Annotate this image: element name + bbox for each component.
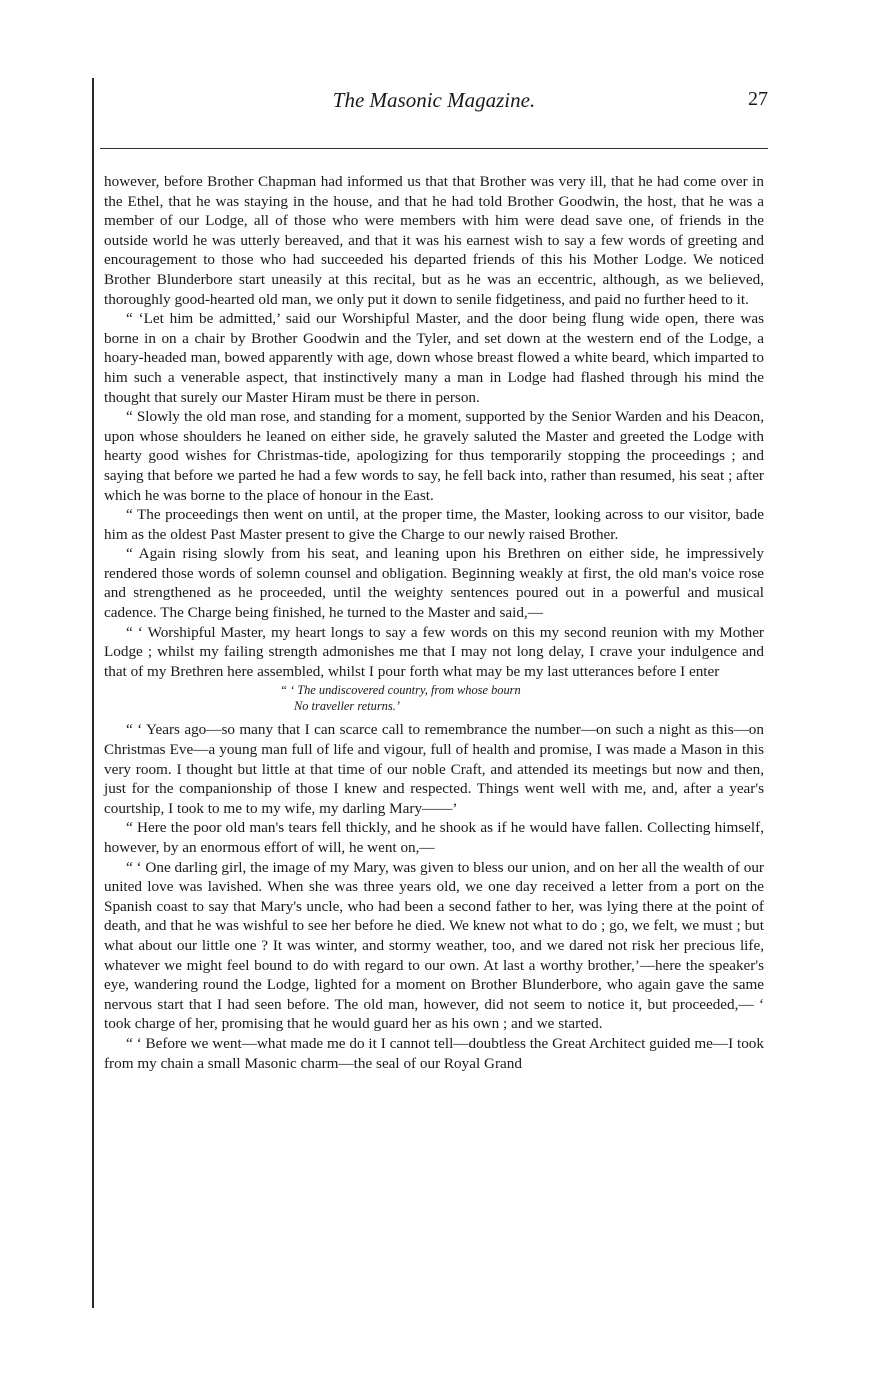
paragraph: “ ‘ Years ago—so many that I can scarce call to remembrance the number—on such a night as this—on Christmas Eve—a young man full of life and vigour, full of health and promise, I was made a Mason in this very room. I thought but little at that time of our noble Craft, and attended its meetings but now and then, just for the companionship of those I knew and respected. Things went well with me, and, after a year's courtship, I took to me to my wife, my darling Mary——’ [104, 721, 764, 817]
left-margin-rule [92, 78, 94, 1308]
header-rule [100, 148, 768, 149]
article-body [104, 172, 764, 1073]
paragraph: “ ‘ Before we went—what made me do it I cannot tell—doubtless the Great Architect guided me—I took from my chain a small Masonic charm—the seal of our Royal Grand [104, 1034, 764, 1072]
paragraph: “ ‘ One darling girl, the image of my Mary, was given to bless our union, and on her all the wealth of our united love was lavished. When she was three years old, we one day received a letter from a port on the Spanish coast to say that Mary's uncle, who had been a second father to her, was lying there at the point of death, and that he was wishful to see her before he died. We knew not what to do ; go, we felt, we must ; but what about our little one ? It was winter, and stormy weather, too, and we dared not risk her precious life, whatever we might feel bound to do with regard to our own. At last a worthy brother,’—here the speaker's eye, wandering round the Lodge, lighted for a moment on Brother Blunderbore, who again gave the same nervous start that I had seen before. The old man, however, did not seem to notice it, but proceeded,— ‘ took charge of her, promising that he would guard her as his own ; and we started. [104, 858, 764, 1033]
paragraph: “ ‘ Worshipful Master, my heart longs to say a few words on this my second reunion with my Mother Lodge ; whilst my failing strength admonishes me that I may not long delay, I crave your indulgence and that of my Brethren here assembled, whilst I pour forth what may be my last utterances before I enter [104, 623, 764, 680]
page-header [100, 84, 768, 118]
page-number: 27 [748, 88, 768, 110]
paragraph: “ Again rising slowly from his seat, and leaning upon his Brethren on either side, he impressively rendered those words of solemn counsel and obligation. Beginning weakly at first, the old man's voice rose and strengthened as he proceeded, until the weighty sentences poured out in a powerful and musical cadence. The Charge being finished, he turned to the Master and said,— [104, 545, 764, 622]
verse-line: “ ‘ The undiscovered country, from whose bourn [280, 683, 521, 698]
verse-line: No traveller returns.’ [294, 698, 400, 713]
paragraph: “ Here the poor old man's tears fell thickly, and he shook as if he would have fallen. Collecting himself, however, by an enormous effort of will, he went on,— [104, 819, 764, 856]
running-title: The Masonic Magazine. [332, 88, 536, 112]
paragraph: “ Slowly the old man rose, and standing for a moment, supported by the Senior Warden and his Deacon, upon whose shoulders he leaned on either side, he gravely saluted the Master and greeted the Lodge with hearty good wishes for Christmas-tide, apologizing for thus temporarily stopping the proceedings ; and saying that before we parted he had a few words to say, he fell back into, rather than resumed, his seat ; after which he was borne to the place of honour in the East. [104, 408, 764, 504]
verse-quotation [280, 683, 764, 714]
paragraph: “ The proceedings then went on until, at the proper time, the Master, looking across to our visitor, bade him as the oldest Past Master present to give the Charge to our newly raised Brother. [104, 506, 764, 543]
paragraph: however, before Brother Chapman had informed us that that Brother was very ill, that he had come over in the Ethel, that he was staying in the house, and that he had told Brother Goodwin, the host, that he was a member of our Lodge, all of those who were members with him were dead save one, of friends in the outside world he was utterly bereaved, and that it was his earnest wish to say a few words of greeting and encouragement to those who had succeeded his departed friends of this his Mother Lodge. We noticed Brother Blunderbore start uneasily at this recital, but as he was an eccentric, although, as we believed, thoroughly good-hearted old man, we only put it down to senile fidgetiness, and paid no further heed to it. [104, 173, 764, 308]
paragraph: “ ‘Let him be admitted,’ said our Worshipful Master, and the door being flung wide open, there was borne in on a chair by Brother Goodwin and the Tyler, and set down at the western end of the Lodge, a hoary-headed man, bowed apparently with age, down whose breast flowed a white beard, which imparted to him such a venerable aspect, that instinctively many a man in Lodge had flashed through his mind the thought that surely our Master Hiram must be there in person. [104, 310, 764, 406]
